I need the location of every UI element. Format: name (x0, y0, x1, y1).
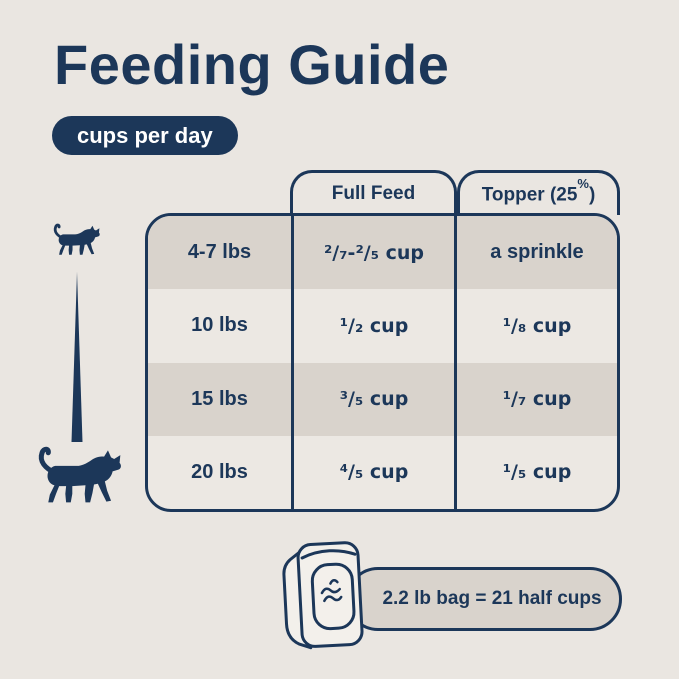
table-row (148, 216, 617, 289)
column-header-topper-label: Topper (25%) (481, 176, 596, 206)
full-feed-cell: ³/₅ cup (339, 388, 409, 411)
size-scale-spike-icon (71, 272, 83, 442)
table-row (148, 363, 617, 436)
bag-size-note-badge: 2.2 lb bag = 21 half cups (346, 567, 622, 631)
weight-cell: 15 lbs (191, 387, 248, 410)
full-feed-cell: ²/₇-²/₅ cup (323, 241, 425, 264)
topper-cell: ¹/₇ cup (502, 388, 572, 411)
full-feed-cell: ⁴/₅ cup (339, 461, 409, 484)
feeding-table (145, 213, 620, 512)
topper-cell: ¹/₅ cup (502, 461, 572, 484)
weight-cell: 4-7 lbs (187, 241, 252, 264)
column-separator (291, 216, 294, 509)
page-title: Feeding Guide (54, 33, 450, 96)
full-feed-cell: ¹/₂ cup (339, 314, 409, 337)
food-bag-icon (276, 538, 368, 650)
table-row (148, 436, 617, 509)
weight-cell: 10 lbs (191, 314, 248, 337)
weight-cell: 20 lbs (191, 460, 248, 483)
small-cat-icon (50, 221, 102, 259)
table-row (148, 289, 617, 362)
column-header-full-feed-label: Full Feed (331, 183, 416, 204)
topper-cell: a sprinkle (490, 241, 584, 264)
column-header-topper (457, 170, 620, 215)
cups-per-day-badge: cups per day (52, 116, 238, 155)
percent-superscript: % (577, 176, 589, 192)
column-separator (454, 216, 457, 509)
topper-cell: ¹/₈ cup (502, 314, 572, 337)
column-header-full-feed (290, 170, 457, 215)
large-cat-icon (32, 443, 125, 509)
